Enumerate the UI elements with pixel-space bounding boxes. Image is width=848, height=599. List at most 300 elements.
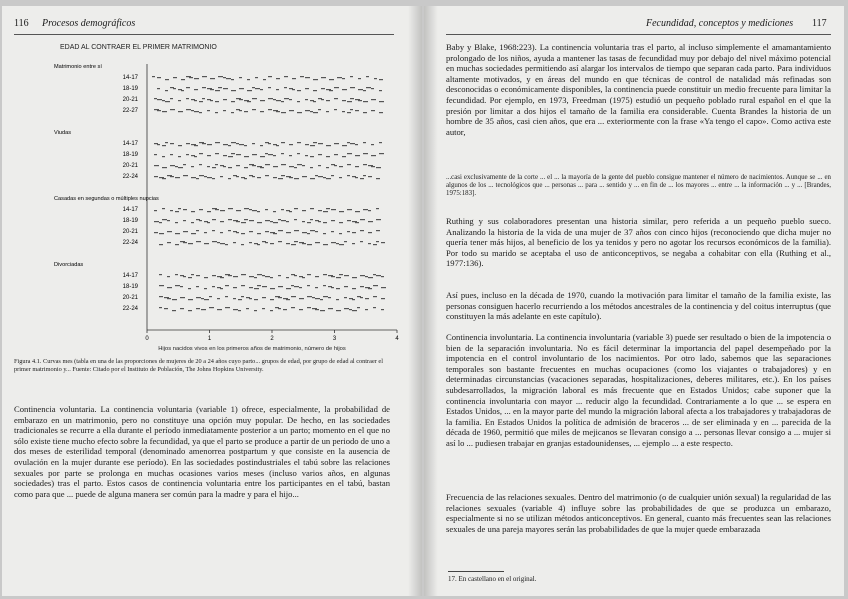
chart-point (212, 178, 215, 179)
chart-point (191, 233, 196, 234)
chart-point (257, 177, 261, 178)
chart-point (265, 220, 270, 221)
chart-point (284, 87, 287, 88)
chart-point (342, 156, 346, 157)
chart-point (175, 244, 179, 245)
chart-point (194, 89, 198, 90)
chart-point (167, 231, 172, 232)
chart-point (355, 144, 358, 145)
chart-point (315, 242, 320, 243)
chart-point (331, 164, 335, 165)
chart-point (318, 154, 322, 155)
chart-point (210, 78, 215, 79)
chart-point (273, 155, 276, 156)
chart-point (326, 89, 331, 90)
chart-point (183, 209, 187, 210)
chart-point (350, 98, 354, 99)
left-page-number: 116 (14, 18, 29, 29)
chart-point (249, 220, 254, 221)
chart-point (315, 175, 318, 176)
chart-point (231, 112, 234, 113)
chart-point (278, 275, 281, 276)
chart-point (276, 78, 280, 79)
chart-point (244, 111, 248, 112)
chart-point (209, 307, 214, 308)
chart-point (228, 178, 231, 179)
chart-point (249, 276, 254, 277)
chart-point (165, 101, 170, 102)
chart-point (260, 145, 263, 146)
chart-point (365, 309, 368, 310)
chart-point (178, 89, 182, 90)
chart-point (186, 98, 189, 99)
chart-point (178, 145, 182, 146)
chart-point (313, 90, 317, 91)
chart-point (334, 154, 338, 155)
chart-point (231, 90, 236, 91)
chart-point (167, 175, 172, 176)
chart-point (366, 76, 369, 77)
chart-row-label: 22-24 (122, 174, 138, 180)
chart-point (326, 156, 330, 157)
chart-point (154, 143, 158, 144)
chart-point (223, 77, 226, 78)
chart-point (165, 142, 168, 143)
chart-point (263, 79, 266, 80)
chart-point (162, 145, 166, 146)
chart-point (328, 286, 332, 287)
chart-point (268, 109, 272, 110)
chart-row-label: 14-17 (122, 75, 138, 81)
chart-point (334, 87, 339, 88)
chart-point (302, 232, 307, 233)
chart-point (379, 153, 384, 154)
chart-point (299, 309, 303, 310)
chart-point (220, 165, 224, 166)
chart-point (215, 90, 220, 91)
chart-point (305, 110, 310, 111)
chart-point (323, 177, 326, 178)
chart-point (299, 242, 304, 243)
paragraph-5: Frecuencia de las relaciones sexuales. Dentro del matrimonio (o de cualquier unión sexual) la regularidad de las relaciones sexuales (variable 4) influye sobre las probabilidades de que se produzca un embarazo, especialmente si no se utilizan métodos anticonceptivos. En general, cuanto más frecuentes sean las relaciones sexuales de una pareja mayores serán las probabilidades de que la mujer quede embarazada (446, 492, 831, 534)
chart-row-label: 22-27 (122, 108, 138, 114)
chart-point (183, 220, 186, 221)
chart-point (191, 177, 196, 178)
chart-point (313, 142, 317, 143)
chart-point (162, 100, 165, 101)
chart-point (212, 286, 215, 287)
chart-point (265, 175, 269, 176)
chart-point (188, 288, 191, 289)
chart-point (175, 222, 178, 223)
chart-point (376, 275, 381, 276)
left-body-text: Continencia voluntaria. La continencia voluntaria (variable 1) ofrece, especialmente, la probabilidad de embarazo en un matrimonio, pero no constituye una opción muy popular. De hecho, en las sociedades tradicionales se recurre a ella durante el período inmediatamente posterior a un parto; momento en el que no sólo existe tiene mucho efecto sobre la fecundidad, ya que el parto se produce a partir de un periodo de uno a dos meses de esterilidad temporal (denominado amenorrea postpartum y que consiste en la ausencia de ovulación en la mujer durante ese período). En las sociedades postindustriales el tabú sobre las relaciones sexuales por parte se prolonga en muchas ocasiones varios meses (incluso varios años, en algunas sociedades) tras el parto. Estos casos de continencia voluntaria entre los participantes en el tabú, bastan como para que ... puede de alguna manera ser común para la madre y para el hijo... (14, 404, 390, 499)
chart-point (164, 308, 168, 309)
chart-row-label: 20-21 (122, 97, 138, 103)
chart-point (220, 232, 223, 233)
chart-point (379, 79, 383, 80)
chart-point (305, 144, 309, 145)
chart-point (215, 153, 219, 154)
chart-point (236, 98, 241, 99)
chart-point (350, 87, 355, 88)
chart-point (183, 231, 188, 232)
chart-point (170, 165, 175, 166)
chart-point (294, 286, 299, 287)
chart-point (223, 144, 228, 145)
chart-point (265, 231, 269, 232)
chart-point (366, 87, 371, 88)
chart-point (191, 144, 196, 145)
chart-point (307, 222, 311, 223)
chart-point (363, 90, 366, 91)
chart-point (307, 274, 311, 275)
chart-point (186, 143, 190, 144)
chart-point (170, 210, 173, 211)
chart-point (199, 112, 202, 113)
chart-point (368, 232, 372, 233)
chart-point (355, 110, 359, 111)
chart-point (180, 275, 184, 276)
chart-point (365, 276, 368, 277)
chart-point (254, 299, 258, 300)
chart-point (207, 110, 210, 111)
chart-point (252, 210, 257, 211)
chart-point (310, 167, 313, 168)
chart-row-label: 14-17 (122, 207, 138, 213)
chart-point (363, 175, 366, 176)
chart-point (204, 176, 207, 177)
chart-point (188, 299, 193, 300)
chart-point (228, 230, 231, 231)
chart-point (265, 142, 269, 143)
chart-point (347, 231, 350, 232)
chart-point (310, 145, 315, 146)
chart-point (315, 231, 318, 232)
chart-point (164, 297, 169, 298)
chart-point (344, 286, 348, 287)
chart-point (323, 233, 326, 234)
chart-point (281, 209, 284, 210)
chart-point (175, 166, 178, 167)
chart-point (268, 98, 273, 99)
chart-point (291, 285, 294, 286)
chart-point (328, 275, 333, 276)
chart-point (299, 298, 304, 299)
chart-point (291, 296, 296, 297)
chart-point (225, 285, 229, 286)
chart-point (170, 98, 173, 99)
chart-point (270, 232, 275, 233)
chart-point (247, 79, 250, 80)
chart-point (231, 79, 234, 80)
chart-point (357, 307, 360, 308)
chart-point (167, 242, 171, 243)
chart-point (255, 88, 260, 89)
chart-point (186, 109, 191, 110)
chart-point (236, 143, 239, 144)
chart-point (233, 242, 236, 243)
chart-point (323, 296, 328, 297)
chart-point (302, 176, 307, 177)
chart-point (305, 77, 310, 78)
chart-point (188, 243, 193, 244)
chart-point (323, 274, 327, 275)
chart-point (207, 166, 210, 167)
chart-point (202, 76, 207, 77)
left-running-title: Procesos demográficos (42, 18, 136, 29)
chart-point (294, 167, 297, 168)
chart-point (318, 109, 321, 110)
chart-point (249, 242, 252, 243)
chart-point (268, 87, 271, 88)
chart-row-label: 14-17 (122, 141, 138, 147)
chart-point (220, 243, 225, 244)
chart-point (167, 220, 170, 221)
chart-point (199, 209, 203, 210)
chart-point (199, 101, 203, 102)
chart-point (228, 156, 233, 157)
chart-group-label: Viudas (54, 130, 72, 136)
chart-point (368, 176, 372, 177)
chart-point (381, 287, 386, 288)
chart-point (294, 178, 299, 179)
chart-point (281, 175, 285, 176)
chart-point (212, 275, 216, 276)
chart-point (278, 219, 281, 220)
chart-point (207, 155, 211, 156)
chart-point (358, 78, 361, 79)
chart-point (286, 232, 291, 233)
chart-point (201, 298, 204, 299)
chart-point (194, 111, 199, 112)
chart-point (278, 178, 283, 179)
chart-point (315, 298, 320, 299)
chart-point (239, 77, 242, 78)
chart-point (276, 89, 279, 90)
chart-point (368, 165, 373, 166)
chart-point (254, 277, 257, 278)
chart-point (218, 87, 222, 88)
chart-point (241, 233, 245, 234)
chart-point (326, 145, 331, 146)
chart-point (350, 76, 353, 77)
chart-point (363, 112, 367, 113)
chart-point (376, 241, 379, 242)
chart-point (331, 209, 336, 210)
chart-point (212, 230, 215, 231)
chart-point (199, 142, 204, 143)
chart-point (297, 164, 302, 165)
chart-point (244, 208, 249, 209)
chart-point (310, 156, 314, 157)
chart-point (220, 210, 225, 211)
chart-point (347, 164, 351, 165)
chart-row-label: 18-19 (122, 152, 138, 158)
chart-point (371, 88, 374, 89)
chart-row-label: 20-21 (122, 229, 138, 235)
right-page-number: 117 (812, 18, 827, 29)
chart-point (347, 142, 350, 143)
chart-point (228, 219, 232, 220)
chart-point (307, 285, 310, 286)
chart-point (321, 88, 325, 89)
chart-point (196, 297, 201, 298)
chart-point (360, 178, 364, 179)
chart-point (270, 221, 273, 222)
chart-point (281, 220, 286, 221)
chart-point (262, 275, 265, 276)
chart-point (281, 101, 284, 102)
chart-point (199, 164, 202, 165)
chart-point (255, 77, 258, 78)
chart-point (318, 210, 322, 211)
chart-x-tick-label: 4 (395, 336, 399, 342)
chart-point (358, 89, 363, 90)
chart-point (157, 77, 161, 78)
chart-point (159, 296, 163, 297)
chart-point (381, 276, 384, 277)
chart-point (313, 79, 318, 80)
chart-point (336, 243, 339, 244)
chart-point (265, 209, 268, 210)
chart-point (262, 297, 266, 298)
paragraph-1: Baby y Blake, 1968:223). La continencia voluntaria tras el parto, al incluso simplemente el amamantamiento prolongado de los niños, ayuda a mantener las tasas de fecundidad muy por debajo del nivel máximo potencial en muchas sociedades permitiendo así alargar los intervalos de tiempo que separan cada parto. Para individuos altamente motivados, y en áreas del mundo en que técnicas de control de natalidad más refinadas son desconocidas o económicamente disponibles, la continencia puede constituir un medio frecuente para limitar la fecundidad. Por ejemplo, en 1973, Freedman (1975) estudió un pequeño poblado rural español en el que la presión por limitar a dos hijos el tamaño de la familia era considerable. Cuenta Brandes la historia de un hombre de 35 años, casi cien años, que era ... exteriormente con la frase «Ya tengo el capo». Como activa este autor, (446, 42, 831, 137)
chart-point (349, 309, 352, 310)
chart-point (180, 241, 185, 242)
chart-point (326, 208, 330, 209)
chart-point (352, 288, 356, 289)
chart-point (352, 277, 357, 278)
chart-point (262, 241, 266, 242)
chart-point (207, 88, 212, 89)
chart-point (186, 154, 189, 155)
chart-point (323, 244, 328, 245)
chart-point (204, 232, 207, 233)
chart-point (220, 176, 223, 177)
chart-point (328, 308, 333, 309)
chart-x-tick-label: 0 (145, 336, 149, 342)
chart-point (302, 210, 306, 211)
chart-point (244, 219, 248, 220)
chart-point (167, 287, 172, 288)
chart-point (289, 110, 294, 111)
chart-group-label: Divorciadas (54, 262, 84, 268)
chart-point (249, 287, 253, 288)
chart-point (231, 101, 235, 102)
chart-point (363, 101, 368, 102)
chart-point (291, 307, 295, 308)
chart-point (376, 178, 380, 179)
chart-point (165, 90, 168, 91)
chart-point (159, 222, 162, 223)
chart-point (286, 277, 289, 278)
figure-caption: Figura 4.1. Curvas mes (tabla en una de las proporciones de mujeres de 20 a 24 años cuyo parto... grupos de edad, por grupo de edad al contraer el primer matrimonio y... Fuente: Citado por el Instituto de Población, The Johns Hopkins University. (14, 358, 383, 373)
chart-point (321, 77, 326, 78)
chart-point (154, 109, 159, 110)
chart-point (365, 287, 370, 288)
chart-point (312, 308, 317, 309)
chart-point (294, 219, 297, 220)
chart-point (299, 276, 303, 277)
chart-point (223, 88, 228, 89)
chart-point (199, 153, 203, 154)
chart-point (233, 220, 238, 221)
chart-point (363, 164, 367, 165)
chart-point (297, 153, 300, 154)
chart-point (355, 155, 360, 156)
chart-point (368, 277, 373, 278)
chart-point (228, 145, 231, 146)
chart-point (196, 241, 201, 242)
chart-point (320, 299, 323, 300)
chart-point (175, 285, 180, 286)
chart-point (257, 285, 261, 286)
chart-point (246, 308, 249, 309)
chart-point (289, 144, 293, 145)
chart-point (226, 78, 231, 79)
chart-row-label: 18-19 (122, 86, 138, 92)
chart-point (281, 153, 284, 154)
chart-point (276, 100, 281, 101)
chart-point (207, 144, 212, 145)
chart-point (344, 275, 349, 276)
chart-point (355, 211, 360, 212)
chart-point (320, 310, 325, 311)
chart-point (273, 166, 278, 167)
chart-point (241, 244, 244, 245)
chart-point (244, 100, 249, 101)
chart-point (373, 244, 377, 245)
chart-point (286, 210, 290, 211)
chart-point (154, 221, 159, 222)
chart-point (223, 155, 227, 156)
chart-point (257, 233, 261, 234)
chart-point (162, 167, 167, 168)
chart-point (238, 299, 242, 300)
chart-point (323, 222, 327, 223)
chart-point (249, 231, 253, 232)
chart-point (188, 277, 192, 278)
chart-point (159, 274, 162, 275)
chart-point (323, 211, 328, 212)
chart-point (233, 231, 237, 232)
chart-point (342, 111, 345, 112)
chart-point (347, 220, 351, 221)
chart-point (265, 276, 270, 277)
chart-point (376, 219, 381, 220)
chart-point (307, 233, 310, 234)
chart-point (157, 99, 162, 100)
chart-point (162, 219, 167, 220)
chart-point (154, 98, 157, 99)
chart-point (265, 164, 270, 165)
chart-row-label: 14-17 (122, 273, 138, 279)
chart-point (254, 288, 259, 289)
chart-point (207, 211, 211, 212)
chart-point (186, 76, 191, 77)
chart-point (289, 166, 294, 167)
chart-point (347, 209, 352, 210)
chart-point (165, 79, 169, 80)
chart-point (339, 177, 342, 178)
chart-point (159, 233, 164, 234)
chart-point (360, 286, 364, 287)
chart-point (381, 309, 384, 310)
chart-point (373, 296, 377, 297)
chart-point (196, 219, 200, 220)
chart-point (273, 110, 278, 111)
